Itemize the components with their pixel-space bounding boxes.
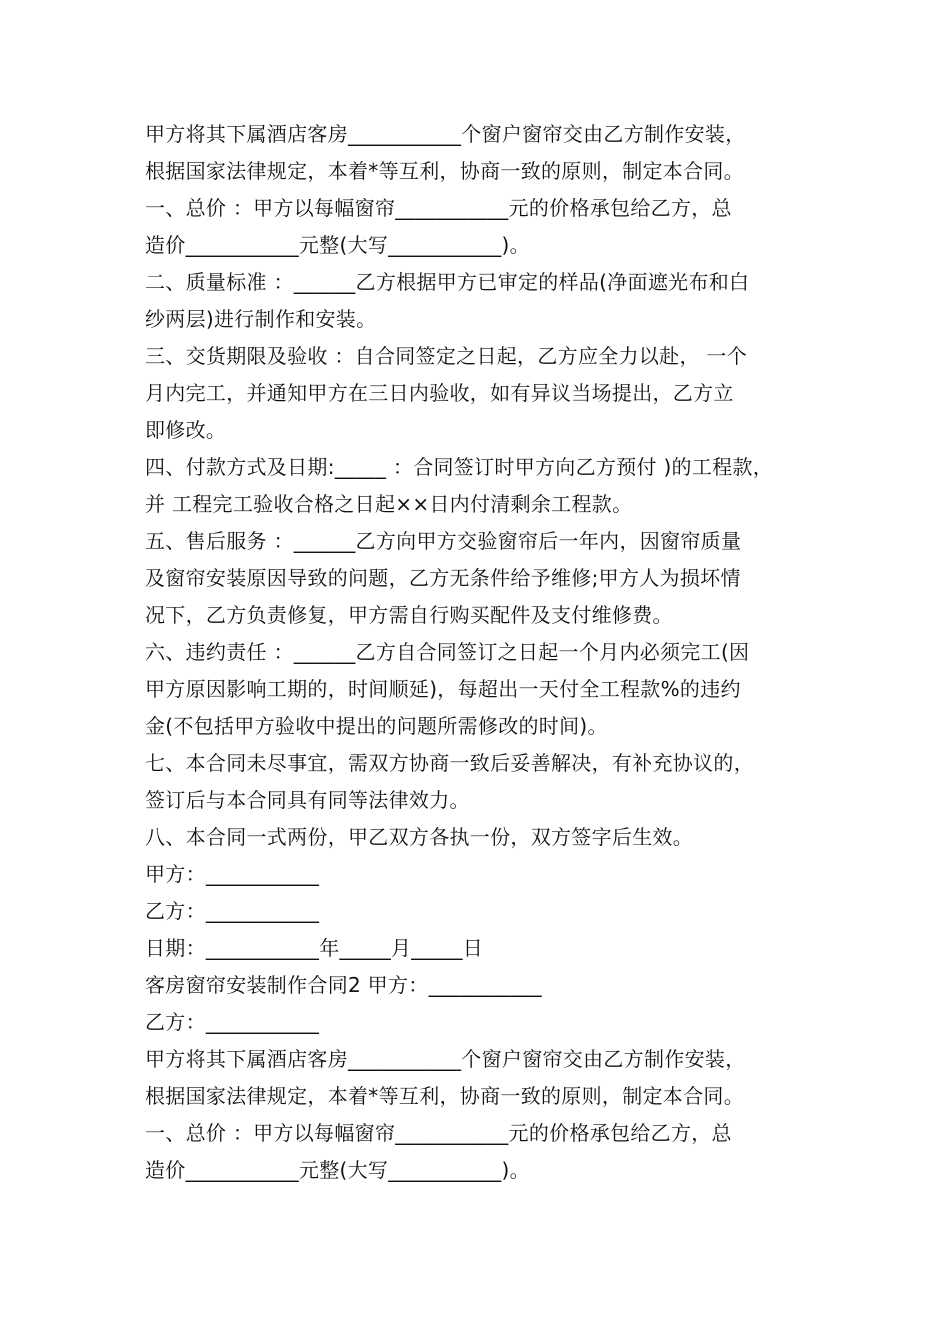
clause-3-line-1: 三、交货期限及验收 ：自合同签定之日起，乙方应全力以赴， 一个: [145, 344, 748, 368]
clause-4-line-2: 并 工程完工验收合格之日起××日内付清剩余工程款。: [145, 492, 633, 516]
clause-2-line-2: 纱两层)进行制作和安装。: [145, 307, 377, 331]
clause-5-line-2: 及窗帘安装原因导致的问题，乙方无条件给予维修;甲方人为损坏情: [145, 566, 741, 590]
clause-3-line-3: 即修改。: [145, 418, 227, 442]
clause-6-line-1: 六、违约责任 ：______乙方自合同签订之日起一个月内必须完工(因: [145, 640, 750, 664]
contract-2-title-line: 客房窗帘安装制作合同2 甲方：___________: [145, 973, 542, 997]
clause-8-line-1: 八、本合同一式两份，甲乙双方各执一份，双方签字后生效。: [145, 825, 694, 849]
clause-5-line-3: 况下，乙方负责修复，甲方需自行购买配件及支付维修费。: [145, 603, 673, 627]
party-a-signature-line: 甲方：___________: [145, 862, 320, 886]
contract-2-clause-1-line-1: 一、总价 ：甲方以每幅窗帘___________元的价格承包给乙方，总: [145, 1121, 732, 1145]
clause-1-line-1: 一、总价 ：甲方以每幅窗帘___________元的价格承包给乙方，总: [145, 196, 732, 220]
clause-1-line-2: 造价___________元整(大写___________)。: [145, 233, 530, 257]
clause-6-line-2: 甲方原因影响工期的，时间顺延)，每超出一天付全工程款%的违约: [145, 677, 741, 701]
clause-3-line-2: 月内完工，并通知甲方在三日内验收，如有异议当场提出，乙方立: [145, 381, 734, 405]
clause-7-line-2: 签订后与本合同具有同等法律效力。: [145, 788, 470, 812]
intro-line-1: 甲方将其下属酒店客房___________个窗户窗帘交由乙方制作安装，: [145, 122, 746, 146]
contract-2-intro-line-1: 甲方将其下属酒店客房___________个窗户窗帘交由乙方制作安装，: [145, 1047, 746, 1071]
intro-line-2: 根据国家法律规定，本着*等互利，协商一致的原则，制定本合同。: [145, 159, 744, 183]
contract-2-clause-1-line-2: 造价___________元整(大写___________)。: [145, 1158, 530, 1182]
clause-7-line-1: 七、本合同未尽事宜，需双方协商一致后妥善解决，有补充协议的，: [145, 751, 754, 775]
clause-6-line-3: 金(不包括甲方验收中提出的问题所需修改的时间)。: [145, 714, 608, 738]
clause-4-line-1: 四、付款方式及日期:_____ ：合同签订时甲方向乙方预付 )的工程款，: [145, 455, 774, 479]
contract-2-intro-line-2: 根据国家法律规定，本着*等互利，协商一致的原则，制定本合同。: [145, 1084, 744, 1108]
date-line: 日期：___________年_____月_____日: [145, 936, 484, 960]
clause-2-line-1: 二、质量标准 ：______乙方根据甲方已审定的样品(净面遮光布和白: [145, 270, 750, 294]
contract-body: [145, 116, 815, 1189]
party-b-signature-line: 乙方：___________: [145, 899, 320, 923]
clause-5-line-1: 五、售后服务 ：______乙方向甲方交验窗帘后一年内，因窗帘质量: [145, 529, 742, 553]
contract-2-party-b-line: 乙方：___________: [145, 1010, 320, 1034]
